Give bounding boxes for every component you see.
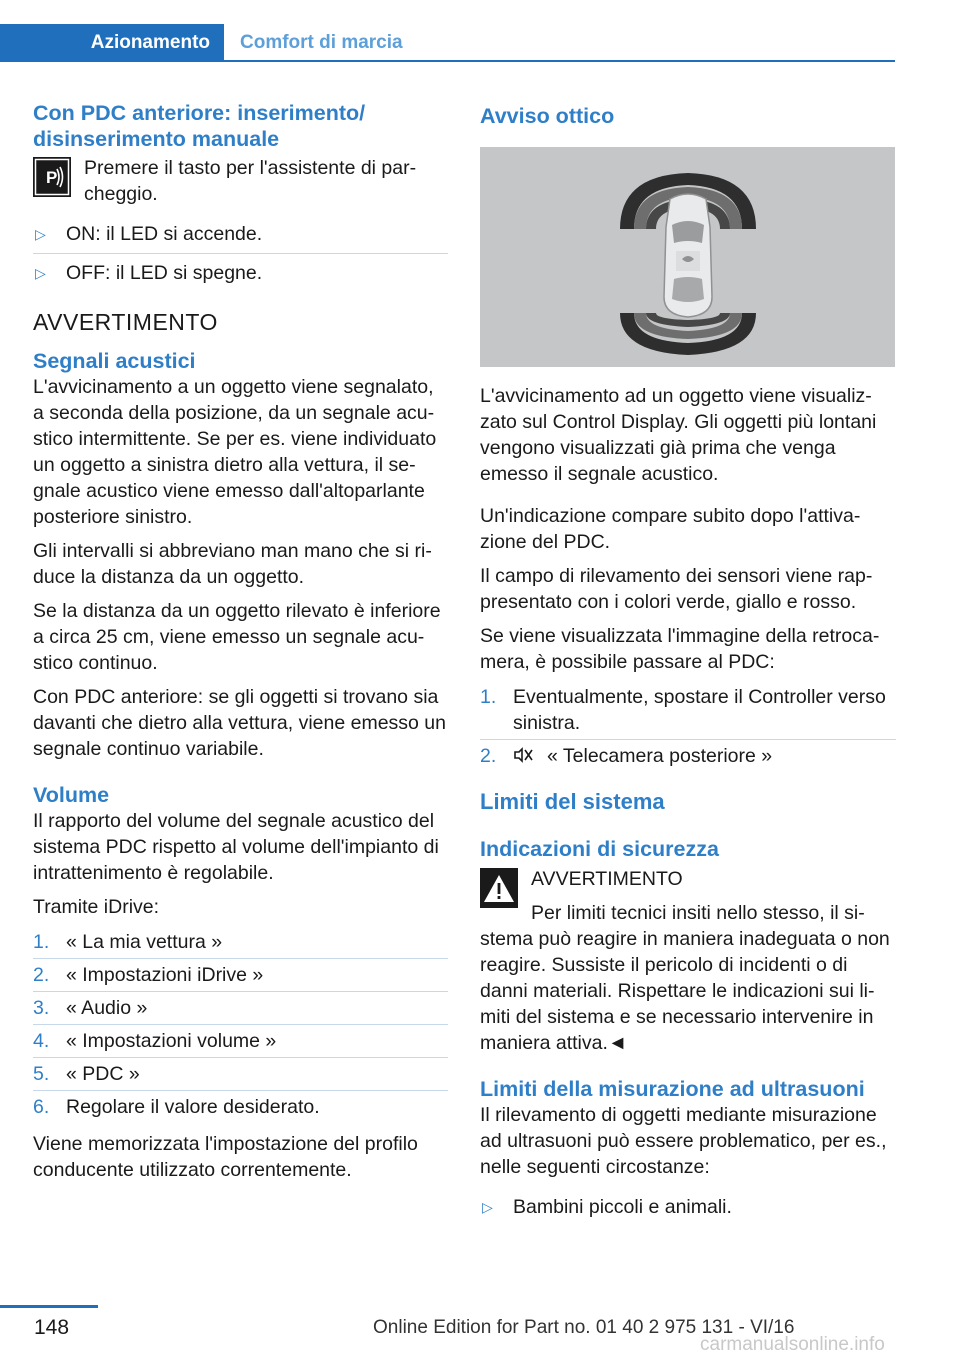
parking-assist-button-icon [33, 157, 71, 197]
safety-warning-block [480, 866, 896, 926]
visual-paragraph-1: L'avvicinamento ad un oggetto viene visualiz- zato sul Control Display. Gli oggetti più lontani vengono visualizzati già prima che venga emesso il segnale acustico. [480, 385, 877, 485]
step-number: 1. [33, 931, 50, 953]
right-column [480, 100, 896, 1226]
step-number: 4. [33, 1030, 50, 1052]
tab-underline [224, 60, 895, 62]
step-number: 3. [33, 997, 50, 1019]
visual-paragraph-3: Il campo di rilevamento dei sensori viene rap- presentato con i colori verde, giallo e rosso. [480, 565, 873, 613]
step-text: « Impostazioni volume » [66, 1030, 277, 1052]
warning-triangle-icon [480, 868, 518, 908]
safety-warning-first-line: Per limiti tecnici insiti nello stesso, il si- [531, 902, 865, 924]
volume-heading: Volume [33, 783, 110, 807]
tab-azionamento[interactable]: Azionamento [0, 24, 224, 62]
acoustic-signals-heading: Segnali acustici [33, 349, 196, 373]
list-item [33, 1091, 448, 1123]
watermark: carmanualsonline.info [700, 1334, 885, 1355]
left-column [33, 100, 448, 1183]
step-text: « PDC » [66, 1063, 140, 1085]
volume-paragraph-1: Il rapporto del volume del segnale acustico del sistema PDC rispetto al volume dell'impianto di intrattenimento è regolabile. [33, 810, 439, 884]
step-number: 2. [480, 745, 497, 767]
list-item [33, 254, 448, 292]
step-number: 6. [33, 1096, 50, 1118]
acoustic-paragraph-3: Se la distanza da un oggetto rilevato è inferiore a circa 25 cm, viene emesso un segnale acu- stico continuo. [33, 600, 441, 674]
safety-notes-heading: Indicazioni di sicurezza [480, 837, 719, 861]
triangle-bullet-icon: ▷ [482, 1199, 493, 1215]
page-number: 148 [34, 1316, 70, 1339]
safety-warning-body: stema può reagire in maniera inadeguata o non reagire. Sussiste il pericolo di incidenti o di danni materiali. Rispettare le indicazioni sui li- miti del sistema e se necessario intervenire in maniera attiva.◄ [480, 928, 890, 1054]
step-number: 1. [480, 686, 497, 708]
list-item [33, 215, 448, 254]
acoustic-paragraph-2: Gli intervalli si abbreviano man mano che si ri- duce la distanza da un oggetto. [33, 540, 432, 588]
list-item [480, 1188, 896, 1226]
volume-paragraph-2: Tramite iDrive: [33, 896, 160, 918]
triangle-bullet-icon: ▷ [35, 226, 46, 242]
list-item [480, 681, 896, 740]
list-item [480, 740, 896, 772]
acoustic-paragraph-4: Con PDC anteriore: se gli oggetti si trovano sia davanti che dietro alla vettura, viene emesso un segnale continuo variabile. [33, 686, 446, 760]
list-item [33, 1058, 448, 1091]
pdc-display-figure [480, 147, 895, 367]
safety-warning-title: AVVERTIMENTO [531, 868, 683, 890]
edition-note: Online Edition for Part no. 01 40 2 975 131 - VI/16 [373, 1317, 795, 1338]
ultrasound-paragraph: Il rilevamento di oggetti mediante misurazione ad ultrasuoni può essere problematico, per es., nelle seguenti circostanze: [480, 1104, 887, 1178]
step-text: « Impostazioni iDrive » [66, 964, 264, 986]
step-number: 5. [33, 1063, 50, 1085]
tab-comfort-di-marcia[interactable]: Comfort di marcia [240, 32, 403, 53]
rear-camera-steps-list [480, 681, 896, 772]
step-text: « Telecamera posteriore » [547, 745, 773, 767]
step-text: Eventualmente, spostare il Controller verso sinistra. [513, 686, 886, 734]
step-text: Regolare il valore desiderato. [66, 1096, 320, 1118]
warning-title: AVVERTIMENTO [33, 309, 218, 335]
visual-warning-heading: Avviso ottico [480, 104, 615, 128]
step-text: « Audio » [66, 997, 148, 1019]
car-sensor-zones-illustration [480, 147, 895, 367]
footer-rule [0, 1305, 98, 1308]
pdc-instruction [33, 155, 448, 207]
parking-sensor-symbol-icon [513, 746, 537, 764]
list-item [33, 1025, 448, 1058]
step-text: « La mia vettura » [66, 931, 223, 953]
ultrasound-conditions-list [480, 1188, 896, 1226]
list-item [33, 959, 448, 992]
svg-text:P: P [46, 168, 58, 187]
pdc-manual-heading: Con PDC anteriore: inserimento/ disinserimento manuale [33, 101, 366, 151]
acoustic-paragraph-1: L'avvicinamento a un oggetto viene segnalato, a seconda della posizione, da un segnale acu- stico intermittente. Se per es. viene individuato un oggetto a sinistra dietro alla vettura, il se- gnale acustico viene emesso dall'altoparlante posteriore sinistro. [33, 376, 437, 528]
on-off-list [33, 215, 448, 292]
list-item-text: Bambini piccoli e animali. [513, 1196, 732, 1218]
list-item-text: OFF: il LED si spegne. [66, 262, 263, 284]
system-limits-heading: Limiti del sistema [480, 789, 665, 814]
list-item [33, 992, 448, 1025]
safety-warning-text [531, 866, 896, 926]
pdc-instruction-text: Premere il tasto per l'assistente di par- cheggio. [84, 157, 417, 205]
ultrasound-limits-heading: Limiti della misurazione ad ultrasuoni [480, 1077, 865, 1101]
volume-paragraph-3: Viene memorizzata l'impostazione del profilo conducente utilizzato correntemente. [33, 1133, 418, 1181]
list-item-text: ON: il LED si accende. [66, 223, 263, 245]
volume-steps-list [33, 926, 448, 1123]
chapter-tabbar [0, 24, 895, 62]
visual-paragraph-2: Un'indicazione compare subito dopo l'attiva- zione del PDC. [480, 505, 861, 553]
list-item [33, 926, 448, 959]
triangle-bullet-icon: ▷ [35, 265, 46, 281]
step-number: 2. [33, 964, 50, 986]
visual-paragraph-4: Se viene visualizzata l'immagine della retroca- mera, è possibile passare al PDC: [480, 625, 880, 673]
